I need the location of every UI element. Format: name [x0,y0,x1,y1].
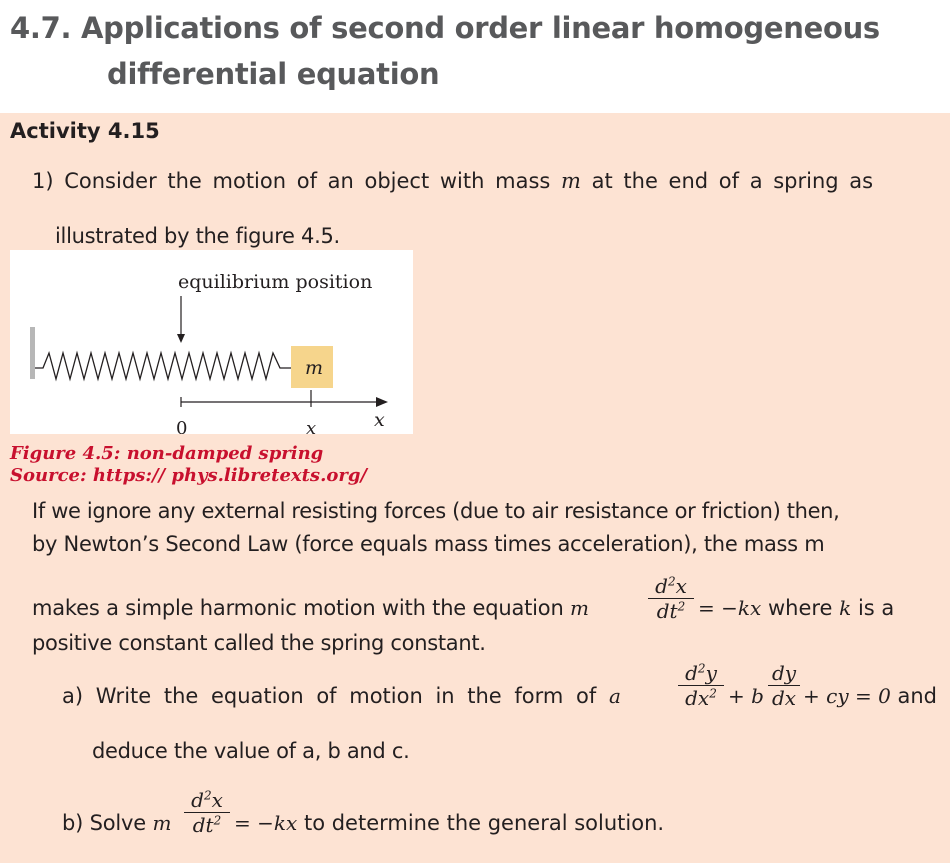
question-a-text: a) Write the equation of motion in the form of [62,684,597,708]
spring-diagram [10,250,413,434]
fraction-dy-dx [768,662,800,709]
fraction-d2x-dt2 [648,575,694,622]
coef-a: a [608,684,621,708]
and-text: and [897,684,938,708]
tick-x-label: x [306,418,317,434]
where-text: where [767,596,833,620]
equilibrium-label: equilibrium position [178,271,373,293]
equilibrium-arrowhead [177,334,185,343]
item1-line2: illustrated by the figure 4.5. [55,224,340,248]
spring-coil [35,353,291,379]
paragraph-line2: by Newton’s Second Law (force equals mass times acceleration), the mass m [32,532,825,556]
figure-source: Source: https:// phys.libretexts.org/ [10,465,367,486]
x-axis-arrowhead [376,397,388,407]
activity-box [0,113,950,863]
question-b-end-text: to determine the general solution. [303,811,665,835]
mass-label: m [305,357,324,379]
activity-heading: Activity 4.15 [10,119,160,143]
paragraph-line1: If we ignore any external resisting forces (due to air resistance or friction) then, [32,499,840,523]
item1-text-end: at the end of a spring as [591,169,874,193]
term-c: + cy = 0 [803,684,891,708]
k-symbol: k [839,596,852,620]
wall [30,327,35,379]
is-a-text: is a [857,596,895,620]
question-a-rest [803,683,937,709]
question-a-plus-b [728,683,764,709]
paragraph-line3-text: makes a simple harmonic motion with the equation [32,596,564,620]
fraction-d2x-dt2-b [184,789,230,836]
eq-rhs: = −kx [234,811,298,835]
fraction-denominator: dx [771,686,797,710]
fraction-numerator: $d^2x$ [191,788,223,812]
fraction-numerator: $d^2x$ [655,574,687,598]
item1-line1 [32,168,937,194]
paragraph-line3-rest [698,595,894,621]
paragraph-line4: positive constant called the spring constant. [32,631,486,655]
mass-symbol: m [561,169,581,193]
section-title-line2: differential equation [107,57,440,91]
fraction-numerator: $d^2y$ [685,661,717,685]
spring-figure [10,250,413,434]
fraction-denominator: $dt^2$ [192,813,222,837]
term-b: + b [728,684,764,708]
figure-caption: Figure 4.5: non-damped spring [10,443,324,464]
paragraph-line3 [32,595,589,621]
eq-rhs: = −kx [698,596,762,620]
fraction-denominator: $dx^2$ [685,686,717,710]
fraction-denominator: $dt^2$ [656,599,686,623]
tick-zero-label: 0 [176,418,188,434]
question-a-line1 [62,683,621,709]
axis-x-label: x [374,409,385,431]
question-a-line2: deduce the value of a, b and c. [92,739,410,763]
question-b-rest [234,810,664,836]
item1-text: 1) Consider the motion of an object with mass [32,169,551,193]
eq-mass: m [570,596,589,620]
section-title-line1: 4.7. Applications of second order linear homogeneous [10,11,880,45]
question-b-text: b) Solve [62,811,146,835]
fraction-d2y-dx2 [678,662,724,709]
fraction-numerator: dy [771,661,797,685]
section-title [10,5,940,97]
question-b [62,810,171,836]
eq-mass: m [152,811,172,835]
